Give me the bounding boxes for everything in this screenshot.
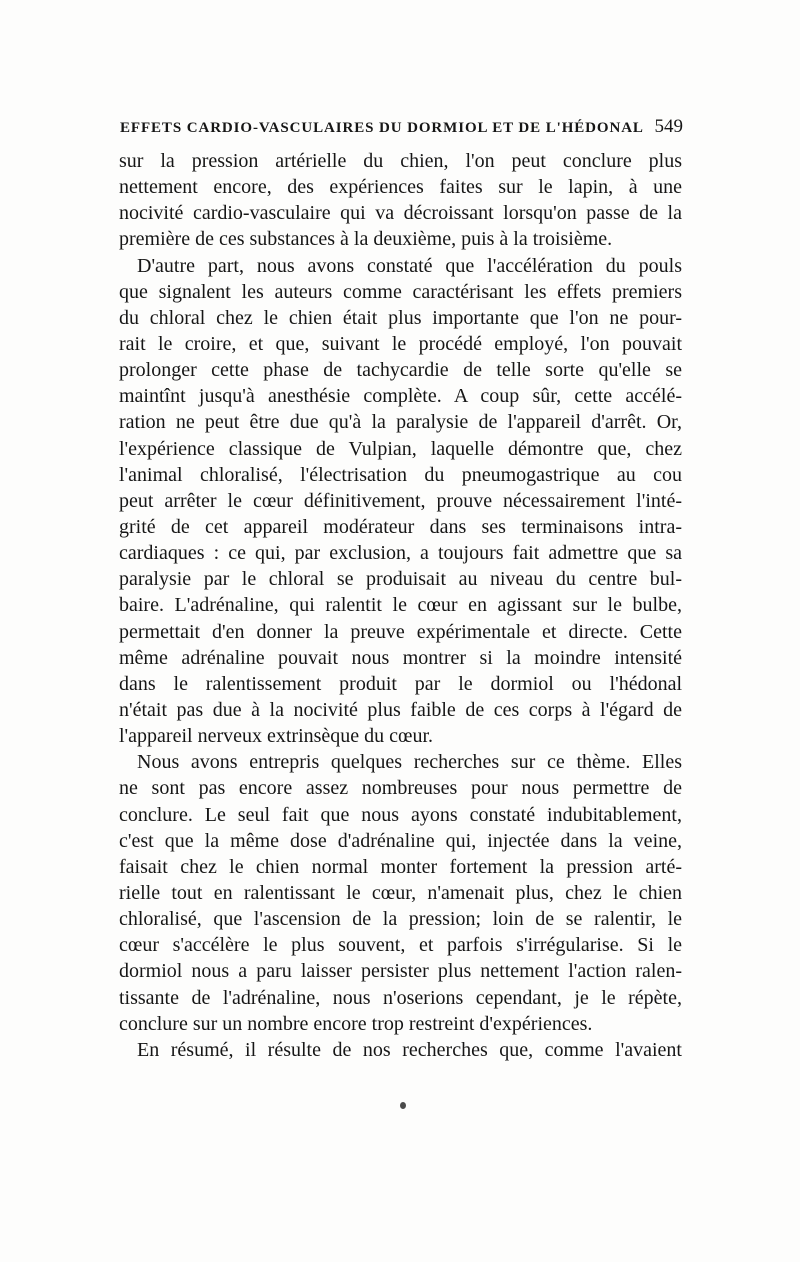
- text-line: nocivité cardio-vasculaire qui va décroissant lorsqu'on passe de la: [119, 202, 682, 225]
- text-line: nettement encore, des expériences faites sur le lapin, à une: [119, 176, 682, 199]
- text-line: Nous avons entrepris quelques recherches sur ce thème. Elles: [137, 751, 682, 774]
- text-line: paralysie par le chloral se produisait au niveau du centre bul-: [119, 568, 682, 591]
- text-line: rielle tout en ralentissant le cœur, n'amenait plus, chez le chien: [119, 881, 682, 904]
- text-line: c'est que la même dose d'adrénaline qui, injectée dans la veine,: [119, 829, 682, 852]
- text-line: baire. L'adrénaline, qui ralentit le cœur en agissant sur le bulbe,: [119, 594, 682, 617]
- text-line: cardiaques : ce qui, par exclusion, a toujours fait admettre que sa: [119, 542, 682, 565]
- text-line: cœur s'accélère le plus souvent, et parfois s'irrégularise. Si le: [119, 934, 682, 957]
- ink-dot: [400, 1102, 406, 1109]
- text-line: rait le croire, et que, suivant le procédé employé, l'on pouvait: [119, 332, 682, 355]
- running-head: [120, 116, 683, 138]
- text-line: sur la pression artérielle du chien, l'on peut conclure plus: [119, 150, 682, 172]
- text-line: dans le ralentissement produit par le dormiol ou l'hédonal: [119, 672, 682, 695]
- text-line: n'était pas due à la nocivité plus faible de ces corps à l'égard de: [119, 698, 682, 721]
- text-line: conclure. Le seul fait que nous ayons constaté indubitablement,: [119, 803, 682, 826]
- text-line: que signalent les auteurs comme caractérisant les effets premiers: [119, 280, 682, 303]
- text-line: l'appareil nerveux extrinsèque du cœur.: [119, 725, 434, 748]
- page-number: 549: [654, 116, 683, 137]
- text-line: ration ne peut être due qu'à la paralysie de l'appareil d'arrêt. Or,: [119, 411, 682, 434]
- text-line: première de ces substances à la deuxième, puis à la troisième.: [119, 228, 613, 251]
- text-line: faisait chez le chien normal monter fortement la pression arté-: [119, 855, 682, 878]
- text-line: maintînt jusqu'à anesthésie complète. A coup sûr, cette accélé-: [119, 385, 682, 408]
- running-title: EFFETS CARDIO-VASCULAIRES DU DORMIOL ET DE L'HÉDONAL: [120, 120, 644, 136]
- text-line: D'autre part, nous avons constaté que l'accélération du pouls: [137, 254, 682, 277]
- text-line: dormiol nous a paru laisser persister plus nettement l'action ralen-: [119, 960, 682, 983]
- text-line: conclure sur un nombre encore trop restreint d'expériences.: [119, 1012, 593, 1035]
- text-line: du chloral chez le chien était plus importante que l'on ne pour-: [119, 306, 682, 329]
- text-line: l'expérience classique de Vulpian, laquelle démontre que, chez: [119, 437, 682, 460]
- text-line: même adrénaline pouvait nous montrer si la moindre intensité: [119, 646, 682, 669]
- text-line: grité de cet appareil modérateur dans ses terminaisons intra-: [119, 515, 682, 538]
- text-line: l'animal chloralisé, l'électrisation du pneumogastrique au cou: [119, 463, 682, 486]
- text-line: chloralisé, que l'ascension de la pression; loin de se ralentir, le: [119, 908, 682, 931]
- text-line: permettait d'en donner la preuve expérimentale et directe. Cette: [119, 620, 682, 643]
- text-line: tissante de l'adrénaline, nous n'oserions cependant, je le répète,: [119, 986, 682, 1009]
- text-line: En résumé, il résulte de nos recherches que, comme l'avaient: [137, 1038, 682, 1061]
- text-line: peut arrêter le cœur définitivement, prouve nécessairement l'inté-: [119, 489, 682, 512]
- text-line: prolonger cette phase de tachycardie de telle sorte qu'elle se: [119, 359, 682, 382]
- text-line: ne sont pas encore assez nombreuses pour nous permettre de: [119, 777, 682, 800]
- body-text: [119, 148, 682, 1063]
